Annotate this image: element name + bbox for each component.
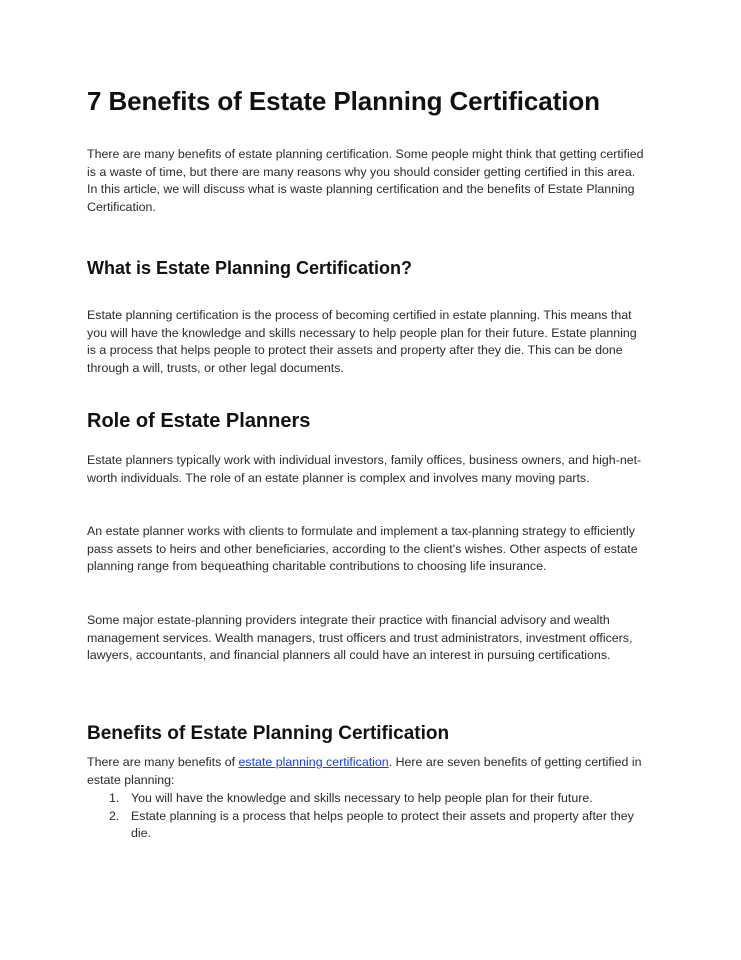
role-paragraph-2: An estate planner works with clients to formulate and implement a tax-planning strategy to efficiently pass assets to heirs and other beneficiaries, according to the client's wishes. Other aspects of estate planning range from bequeathing charitable contributions to choosing life insurance. bbox=[87, 524, 638, 574]
estate-planning-certification-link[interactable]: estate planning certification bbox=[238, 755, 389, 769]
list-item-text: You will have the knowledge and skills necessary to help people plan for their future. bbox=[131, 791, 593, 805]
section-heading-benefits: Benefits of Estate Planning Certification bbox=[87, 723, 450, 744]
list-item-text: Estate planning is a process that helps people to protect their assets and property after they die. bbox=[131, 808, 634, 841]
section-heading-role: Role of Estate Planners bbox=[87, 410, 311, 432]
page-title: 7 Benefits of Estate Planning Certification bbox=[87, 86, 600, 116]
list-item-number: 1. bbox=[109, 791, 120, 805]
section-heading-what: What is Estate Planning Certification? bbox=[87, 258, 413, 278]
role-paragraph-3: Some major estate-planning providers integrate their practice with financial advisory and wealth management services. Wealth managers, trust officers and trust administrators, investment officers, lawyers, accountants, and financial planners all could have an interest in pursuing certifications. bbox=[87, 613, 633, 663]
benefits-intro-start: There are many benefits of bbox=[87, 755, 239, 769]
list-item-number: 2. bbox=[109, 808, 120, 823]
list-item bbox=[87, 808, 647, 843]
benefits-intro-end: . Here are seven benefits of getting certified in estate planning: bbox=[87, 755, 642, 787]
benefits-intro-paragraph bbox=[87, 754, 647, 789]
what-paragraph: Estate planning certification is the process of becoming certified in estate planning. This means that you will have the knowledge and skills necessary to help people plan for their future. Estate planning is a process that helps people to protect their assets and property after they die. This can be done through a will, trusts, or other legal documents. bbox=[87, 308, 637, 375]
list-item bbox=[87, 790, 647, 808]
benefits-list bbox=[87, 790, 647, 843]
role-paragraph-1: Estate planners typically work with individual investors, family offices, business owners, and high-net-worth individuals. The role of an estate planner is complex and involves many moving parts. bbox=[87, 453, 642, 485]
intro-paragraph: There are many benefits of estate planning certification. Some people might think that getting certified is a waste of time, but there are many reasons why you should consider getting certified in this area. In this article, we will discuss what is waste planning certification and the benefits of Estate Planning Certification. bbox=[87, 147, 644, 214]
